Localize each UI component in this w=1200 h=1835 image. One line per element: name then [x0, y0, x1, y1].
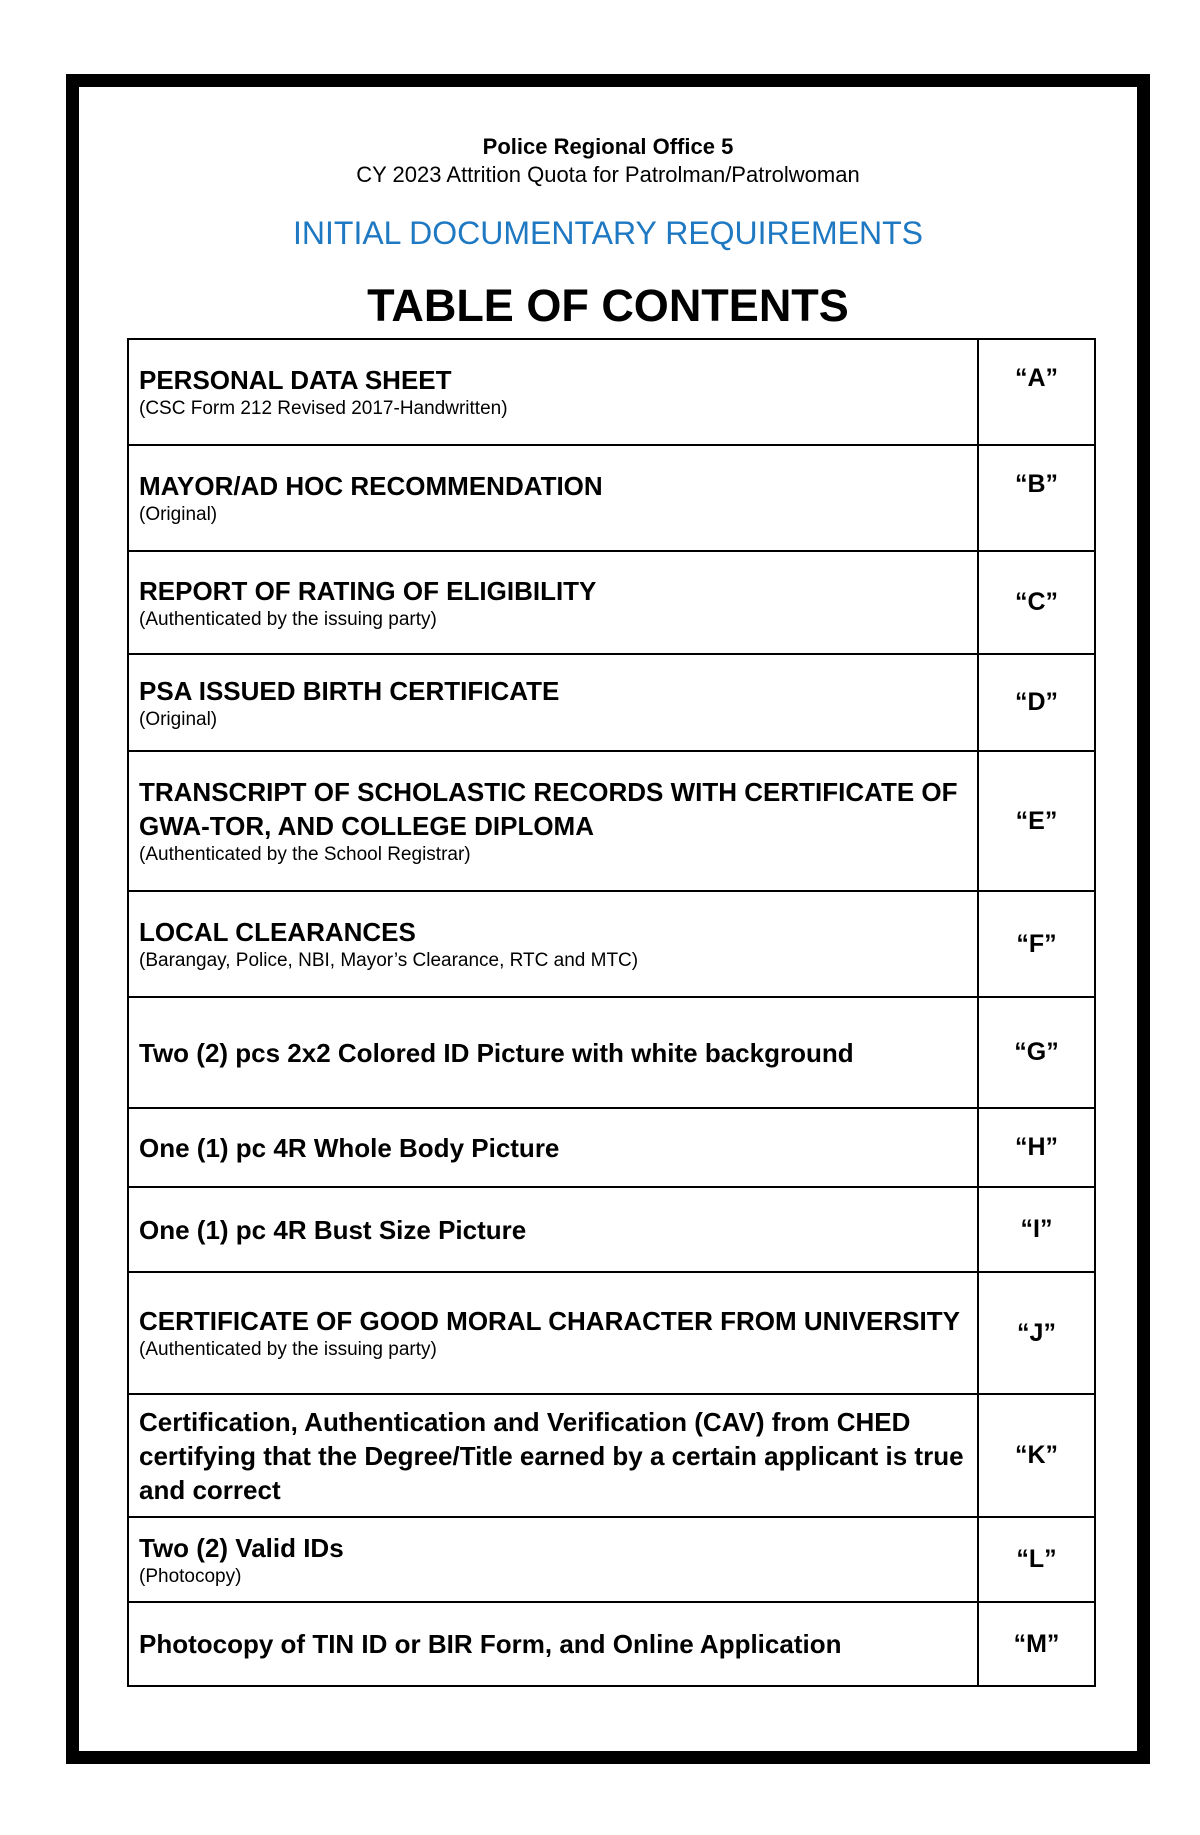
requirement-title: One (1) pc 4R Bust Size Picture [139, 1214, 527, 1245]
requirement-note: (Photocopy) [139, 1565, 242, 1587]
tab-letter: “E” [978, 751, 1095, 891]
page-title: TABLE OF CONTENTS [367, 280, 849, 331]
tab-letter: “L” [978, 1517, 1095, 1602]
table-row [128, 1187, 1095, 1272]
table-row [128, 1602, 1095, 1686]
requirement-cell [128, 751, 978, 891]
requirement-note: (Original) [139, 708, 218, 730]
requirement-title: LOCAL CLEARANCES [139, 917, 416, 947]
requirements-heading: INITIAL DOCUMENTARY REQUIREMENTS [293, 215, 923, 251]
table-row [128, 1394, 1095, 1517]
requirement-cell [128, 1517, 978, 1602]
tab-letter: “M” [978, 1602, 1095, 1686]
tab-letter: “D” [978, 654, 1095, 751]
tab-letter: “J” [978, 1272, 1095, 1394]
tab-letter: “F” [978, 891, 1095, 997]
requirement-cell [128, 1602, 978, 1686]
requirement-cell [128, 1187, 978, 1272]
table-row [128, 1108, 1095, 1187]
requirement-title: TRANSCRIPT OF SCHOLASTIC RECORDS WITH CERTIFICATE OF GWA-TOR, AND COLLEGE DIPLOMA [139, 777, 958, 841]
requirement-title: PSA ISSUED BIRTH CERTIFICATE [139, 675, 560, 706]
requirement-note: (Barangay, Police, NBI, Mayor’s Clearance, RTC and MTC) [139, 950, 639, 971]
table-row [128, 339, 1095, 445]
quota-subtitle: CY 2023 Attrition Quota for Patrolman/Patrolwoman [356, 162, 860, 187]
requirement-cell [128, 654, 978, 751]
requirement-cell [128, 445, 978, 551]
requirement-cell [128, 339, 978, 445]
table-row [128, 997, 1095, 1108]
requirement-cell [128, 1108, 978, 1187]
requirement-cell [128, 997, 978, 1108]
requirement-cell [128, 1272, 978, 1394]
requirement-title: CERTIFICATE OF GOOD MORAL CHARACTER FROM UNIVERSITY [139, 1306, 960, 1336]
requirement-cell [128, 1394, 978, 1517]
table-row [128, 1272, 1095, 1394]
requirement-title: REPORT OF RATING OF ELIGIBILITY [139, 575, 597, 606]
table-row [128, 1517, 1095, 1602]
requirement-note: (Authenticated by the issuing party) [139, 1339, 437, 1360]
requirement-note: (Authenticated by the School Registrar) [139, 844, 471, 865]
requirement-cell [128, 891, 978, 997]
office-name: Police Regional Office 5 [482, 134, 734, 159]
requirement-title: Certification, Authentication and Verification (CAV) from CHED certifying that the Degree/Title earned by a certain applicant is true and correct [139, 1406, 964, 1505]
requirement-note: (Original) [139, 504, 218, 525]
requirement-title: Two (2) Valid IDs [139, 1532, 344, 1563]
page-border-frame [66, 74, 1150, 1764]
requirement-title: Two (2) pcs 2x2 Colored ID Picture with white background [139, 1037, 854, 1068]
requirement-title: PERSONAL DATA SHEET [139, 365, 452, 395]
table-row [128, 654, 1095, 751]
tab-letter: “I” [978, 1187, 1095, 1272]
requirement-cell [128, 551, 978, 654]
tab-letter: “B” [978, 445, 1095, 551]
table-row [128, 551, 1095, 654]
requirement-note: (CSC Form 212 Revised 2017-Handwritten) [139, 398, 508, 419]
table-row [128, 891, 1095, 997]
tab-letter: “K” [978, 1394, 1095, 1517]
table-row [128, 751, 1095, 891]
tab-letter: “H” [978, 1108, 1095, 1187]
requirement-note: (Authenticated by the issuing party) [139, 608, 437, 630]
tab-letter: “G” [978, 997, 1095, 1108]
tab-letter: “A” [978, 339, 1095, 445]
table-row [128, 445, 1095, 551]
tab-letter: “C” [978, 551, 1095, 654]
requirement-title: Photocopy of TIN ID or BIR Form, and Online Application [139, 1629, 842, 1659]
requirement-title: One (1) pc 4R Whole Body Picture [139, 1132, 560, 1163]
contents-table [127, 338, 1096, 1687]
requirement-title: MAYOR/AD HOC RECOMMENDATION [139, 471, 603, 501]
